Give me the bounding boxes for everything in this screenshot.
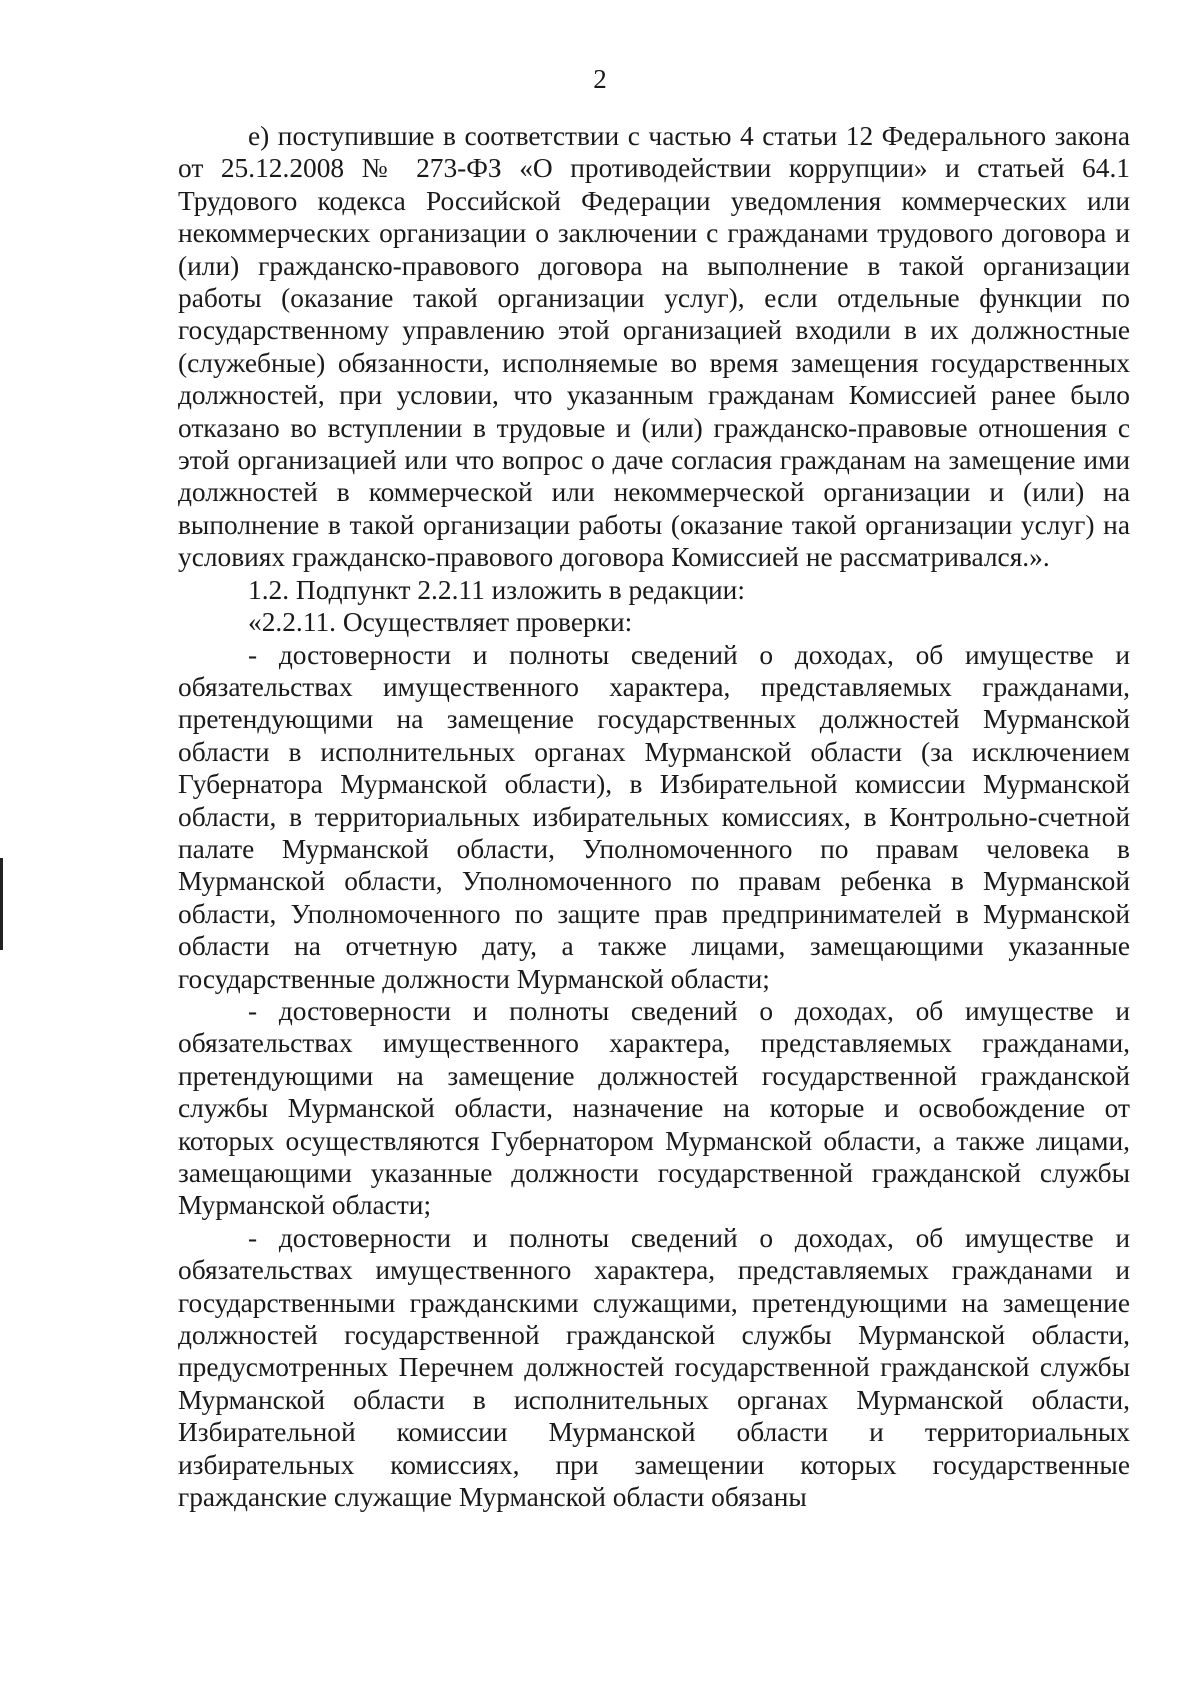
paragraph-check-civil-service-list: - достоверности и полноты сведений о доходах, об имуществе и обязательствах имущественного характера, представляемых гражданами и государственными гражданскими служащими, претендующими на замещение должностей государственной гражданской службы Мурманской области, предусмотренных Перечнем должностей государственной гражданской службы Мурманской области в исполнительных органах Мурманской области, Избирательной комиссии Мурманской области и территориальных избирательных комиссиях, при замещении которых государственные гражданские служащие Мурманской области обязаны <box>178 1222 1130 1513</box>
document-body <box>178 120 1130 1513</box>
paragraph-check-state-positions: - достоверности и полноты сведений о доходах, об имуществе и обязательствах имущественного характера, представляемых гражданами, претендующими на замещение государственных должностей Мурманской области в исполнительных органах Мурманской области (за исключением Губернатора Мурманской области), в Избирательной комиссии Мурманской области, в территориальных избирательных комиссиях, в Контрольно-счетной палате Мурманской области, Уполномоченного по правам человека в Мурманской области, Уполномоченного по правам ребенка в Мурманской области, Уполномоченного по защите прав предпринимателей в Мурманской области на отчетную дату, а также лицами, замещающими указанные государственные должности Мурманской области; <box>178 639 1130 994</box>
paragraph-check-civil-service-governor: - достоверности и полноты сведений о доходах, об имуществе и обязательствах имущественного характера, представляемых гражданами, претендующими на замещение должностей государственной гражданской службы Мурманской области, назначение на которые и освобождение от которых осуществляются Губернатором Мурманской области, а также лицами, замещающими указанные должности государственной гражданской службы Мурманской области; <box>178 995 1130 1221</box>
paragraph-1-2: 1.2. Подпункт 2.2.11 изложить в редакции: <box>248 574 745 605</box>
page-number: 2 <box>593 64 607 94</box>
paragraph-e-notifications: е) поступившие в соответствии с частью 4 статьи 12 Федерального закона от 25.12.2008 № 273-ФЗ «О противодействии коррупции» и статьей 64.1 Трудового кодекса Российской Федерации уведомления коммерческих или некоммерческих организации о заключении с гражданами трудового договора и (или) гражданско-правового договора на выполнение в такой организации работы (оказание такой организации услуг), если отдельные функции по государственному управлению этой организацией входили в их должностные (служебные) обязанности, исполняемые во время замещения государственных должностей, при условии, что указанным гражданам Комиссией ранее было отказано во вступлении в трудовые и (или) гражданско-правовые отношения с этой организацией или что вопрос о даче согласия гражданам на замещение ими должностей в коммерческой или некоммерческой организации и (или) на выполнение в такой организации работы (оказание такой организации услуг) на условиях гражданско-правового договора Комиссией не рассматривался.». <box>178 121 1130 573</box>
scan-edge-mark <box>0 858 3 950</box>
paragraph-2-2-11-heading: «2.2.11. Осуществляет проверки: <box>248 607 633 638</box>
